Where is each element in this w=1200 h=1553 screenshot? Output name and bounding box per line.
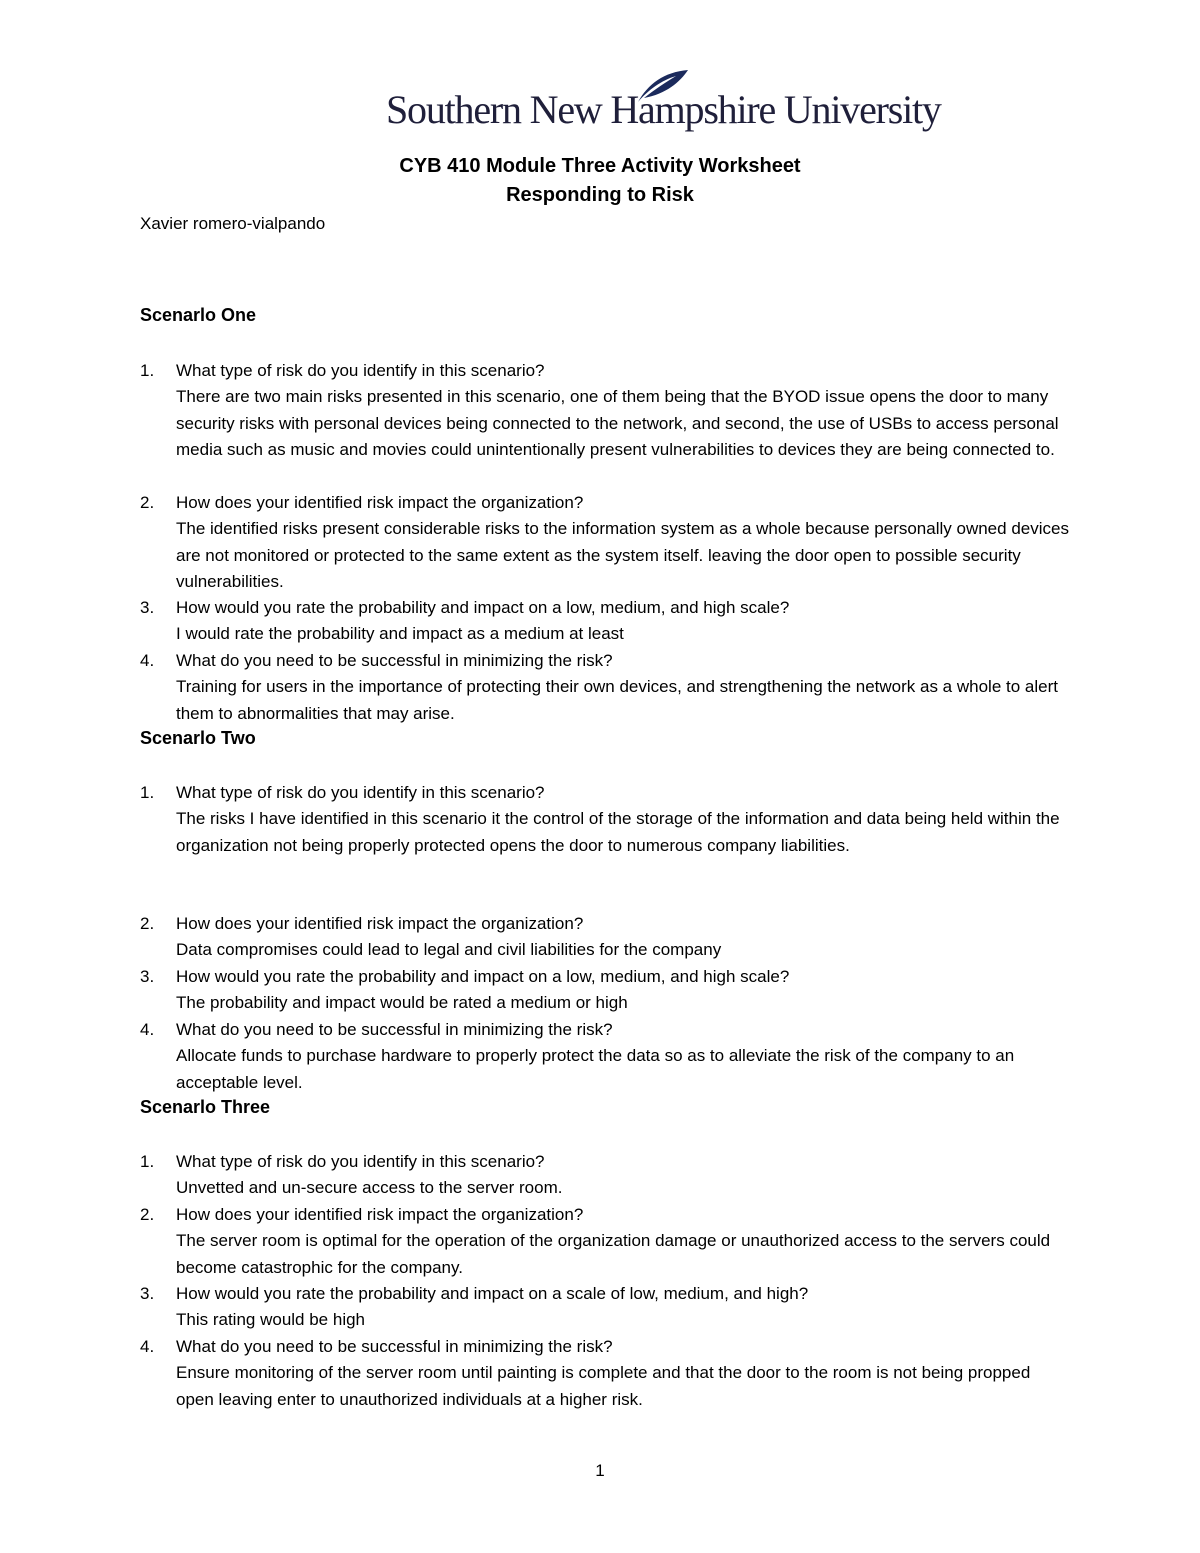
list-item xyxy=(140,911,1070,964)
answer-text: This rating would be high xyxy=(176,1310,366,1330)
question-text: What do you need to be successful in minimizing the risk? xyxy=(176,651,613,670)
list-item xyxy=(140,1281,1070,1334)
answer-text: Data compromises could lead to legal and civil liabilities for the company xyxy=(176,940,722,960)
question-text: How does your identified risk impact the organization? xyxy=(176,1205,584,1224)
question-text: How does your identified risk impact the organization? xyxy=(176,493,584,512)
list-item xyxy=(140,1334,1070,1413)
answer-text: Unvetted and un-secure access to the server room. xyxy=(176,1178,563,1198)
list-item xyxy=(140,780,1070,859)
list-item xyxy=(140,1017,1070,1096)
list-item xyxy=(140,595,1070,648)
answer-text: The identified risks present considerable risks to the information system as a whole because personally owned devices are not monitored or protected to the same extent as the system itself. leaving the door open to possible security vulnerabilities. xyxy=(176,519,1069,592)
scenario-one-heading: Scenarlo One xyxy=(140,305,257,325)
answer-text: Ensure monitoring of the server room until painting is complete and that the door to the room is not being propped open leaving enter to unauthorized individuals at a higher risk. xyxy=(176,1363,1031,1409)
question-text: How would you rate the probability and impact on a low, medium, and high scale? xyxy=(176,598,790,617)
question-text: How does your identified risk impact the organization? xyxy=(176,914,584,933)
document-title: CYB 410 Module Three Activity Worksheet xyxy=(399,155,801,177)
question-text: What type of risk do you identify in this scenario? xyxy=(176,1152,545,1171)
question-text: What type of risk do you identify in this scenario? xyxy=(176,783,545,802)
list-item xyxy=(140,490,1070,596)
scenario-two-heading: Scenarlo Two xyxy=(140,728,256,748)
scenario-three-heading: Scenarlo Three xyxy=(140,1097,271,1117)
item-number: 2. xyxy=(140,914,155,933)
document-subtitle: Responding to Risk xyxy=(506,184,694,206)
answer-text: Training for users in the importance of protecting their own devices, and strengthening the network as a whole to alert them to abnormalities that may arise. xyxy=(176,677,1058,723)
item-number: 1. xyxy=(140,783,155,802)
item-number: 3. xyxy=(140,598,155,617)
author-name: Xavier romero-vialpando xyxy=(140,214,326,233)
logo-text: Southern New Hampshire University xyxy=(386,87,941,132)
item-number: 1. xyxy=(140,1152,155,1171)
question-text: What do you need to be successful in minimizing the risk? xyxy=(176,1020,613,1039)
list-item xyxy=(140,964,1070,1017)
question-text: How would you rate the probability and impact on a scale of low, medium, and high? xyxy=(176,1284,809,1303)
list-item xyxy=(140,358,1070,464)
item-number: 2. xyxy=(140,1205,155,1224)
item-number: 3. xyxy=(140,967,155,986)
answer-text: The risks I have identified in this scenario it the control of the storage of the information and data being held within the organization not being properly protected opens the door to numerous company liabilities. xyxy=(176,809,1060,855)
item-number: 1. xyxy=(140,361,155,380)
list-item xyxy=(140,1202,1070,1281)
item-number: 4. xyxy=(140,1020,155,1039)
university-logo xyxy=(386,72,941,142)
item-number: 3. xyxy=(140,1284,155,1303)
item-number: 4. xyxy=(140,1337,155,1356)
leaf-icon xyxy=(630,68,690,104)
question-text: What do you need to be successful in minimizing the risk? xyxy=(176,1337,613,1356)
question-text: How would you rate the probability and impact on a low, medium, and high scale? xyxy=(176,967,790,986)
list-item xyxy=(140,1149,1070,1202)
list-item xyxy=(140,648,1070,727)
item-number: 2. xyxy=(140,493,155,512)
answer-text: There are two main risks presented in this scenario, one of them being that the BYOD issue opens the door to many security risks with personal devices being connected to the network, and second, the use of USBs to access personal media such as music and movies could unintentionally present vulnerabilities to devices they are being connected to. xyxy=(176,387,1059,460)
question-text: What type of risk do you identify in this scenario? xyxy=(176,361,545,380)
page-number: 1 xyxy=(595,1461,605,1480)
item-number: 4. xyxy=(140,651,155,670)
answer-text: The server room is optimal for the operation of the organization damage or unauthorized access to the servers could become catastrophic for the company. xyxy=(176,1231,1051,1277)
answer-text: The probability and impact would be rated a medium or high xyxy=(176,993,628,1013)
answer-text: I would rate the probability and impact as a medium at least xyxy=(176,624,624,644)
answer-text: Allocate funds to purchase hardware to properly protect the data so as to alleviate the risk of the company to an acceptable level. xyxy=(176,1046,1015,1092)
